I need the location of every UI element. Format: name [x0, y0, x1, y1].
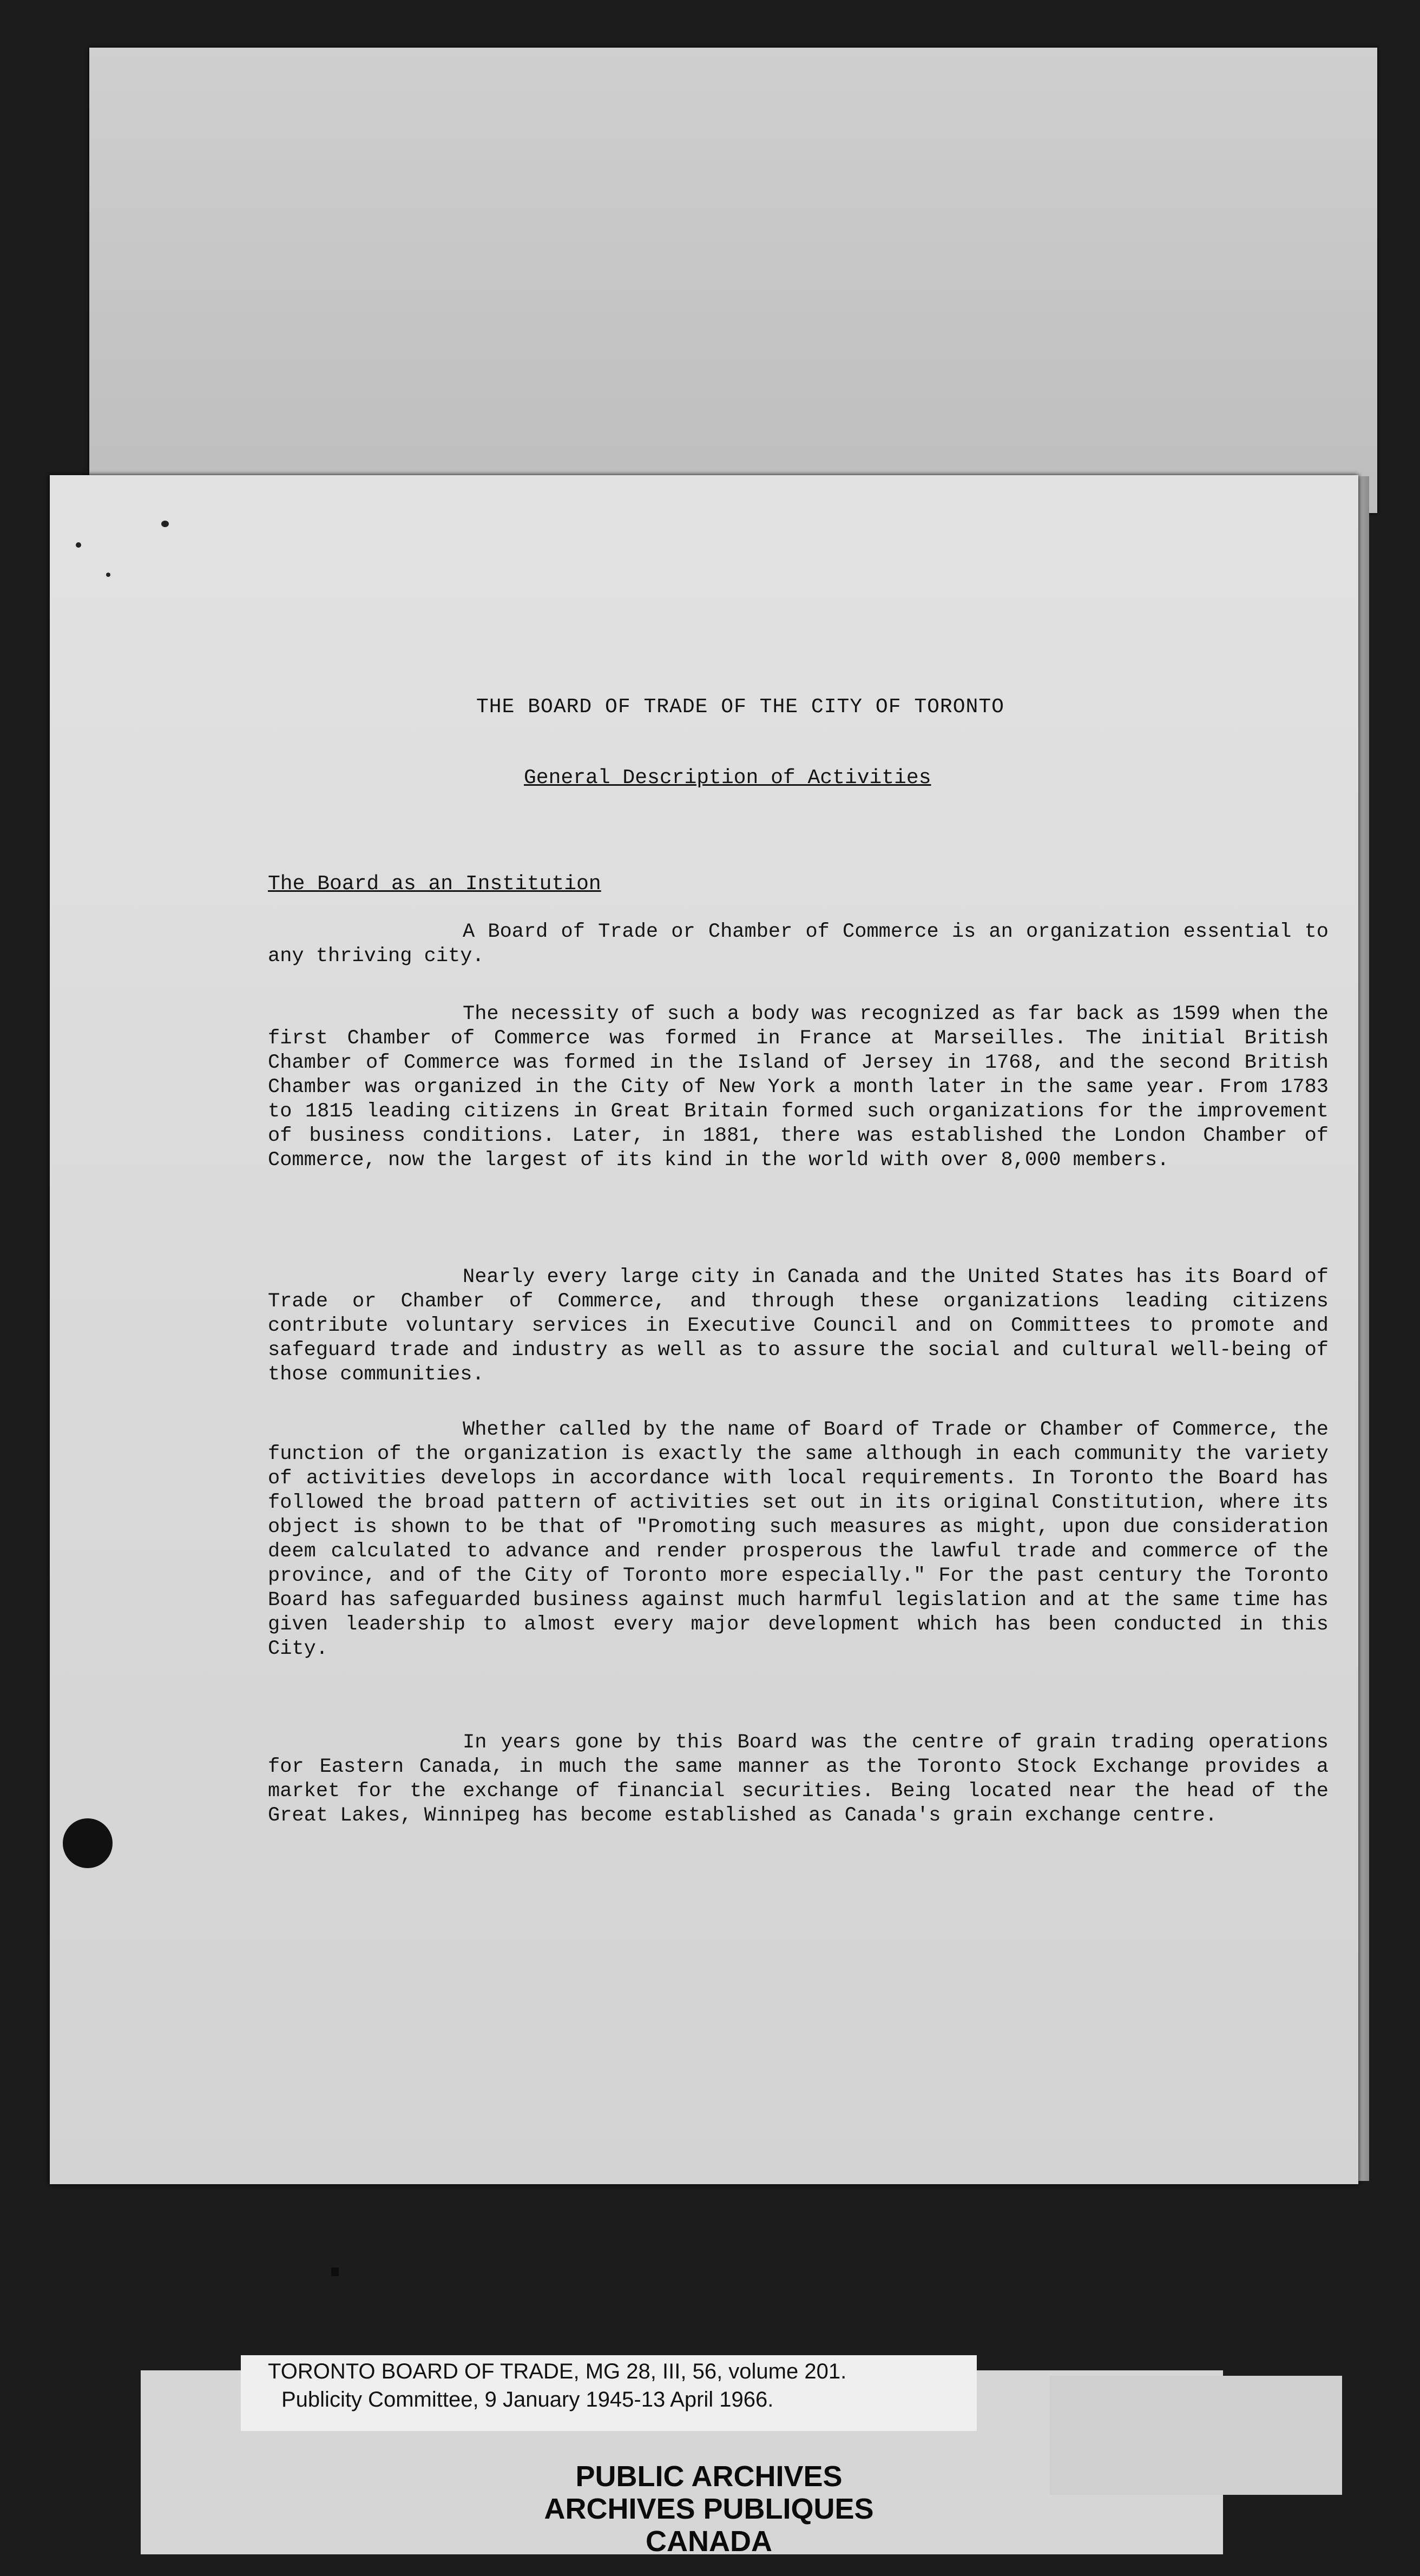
- archive-reference-line-2: Publicity Committee, 9 January 1945-13 April 1966.: [281, 2388, 774, 2411]
- document-title: THE BOARD OF TRADE OF THE CITY OF TORONTO: [476, 695, 1004, 719]
- archive-stamp-line-2: ARCHIVES PUBLIQUES: [544, 2493, 874, 2525]
- label-background-right: [1050, 2376, 1342, 2495]
- archive-stamp-line-3: CANADA: [646, 2525, 772, 2558]
- paragraph-4: Whether called by the name of Board of Trade or Chamber of Commerce, the function of the organization is exactly the same although in each community the variety of activities develops in accordance with local requirements. In Toronto the Board has followed the broad pattern of activities set out in its original Constitution, where its object is shown to be that of "Promoting such measures as might, upon due consideration deem calculated to advance and render prosperous the lawful trade and commerce of the province, and of the City of Toronto more especially." For the past century the Toronto Board has safeguarded business against much harmful legislation and at the same time has given leadership to almost every major development which has been conducted in this City.: [268, 1418, 1329, 1660]
- speck: [161, 521, 169, 527]
- underlying-sheet: [89, 48, 1377, 513]
- speck: [106, 573, 110, 577]
- speck: [76, 542, 81, 548]
- paragraph-2: The necessity of such a body was recognized as far back as 1599 when the first Chamber of Commerce was formed in France at Marseilles. The initial British Chamber of Commerce was formed in the Island of Jersey in 1768, and the second British Chamber was organized in the City of New York a month later in the same year. From 1783 to 1815 leading citizens in Great Britain formed such organizations for the improvement of business conditions. Later, in 1881, there was established the London Chamber of Commerce, now the largest of its kind in the world with over 8,000 members.: [268, 1003, 1329, 1172]
- document-subtitle: General Description of Activities: [524, 766, 931, 790]
- punch-hole: [63, 1818, 113, 1868]
- paragraph-5: In years gone by this Board was the centre of grain trading operations for Eastern Canada, in much the same manner as the Toronto Stock Exchange provides a market for the exchange of financial securities. Being located near the head of the Great Lakes, Winnipeg has become established as Canada's grain exchange centre.: [268, 1731, 1329, 1827]
- section-heading: The Board as an Institution: [268, 872, 601, 896]
- archive-stamp-line-1: PUBLIC ARCHIVES: [575, 2460, 843, 2493]
- paragraph-3: Nearly every large city in Canada and the United States has its Board of Trade or Chamber of Commerce, and through these organizations leading citizens contribute voluntary services in Executive Council and on Committees to promote and safeguard trade and industry as well as to assure the social and cultural well-being of those communities.: [268, 1266, 1329, 1386]
- speck: [331, 2268, 339, 2276]
- paragraph-1: A Board of Trade or Chamber of Commerce is an organization essential to any thriving city.: [268, 921, 1329, 968]
- archive-reference-line-1: TORONTO BOARD OF TRADE, MG 28, III, 56, volume 201.: [268, 2360, 847, 2383]
